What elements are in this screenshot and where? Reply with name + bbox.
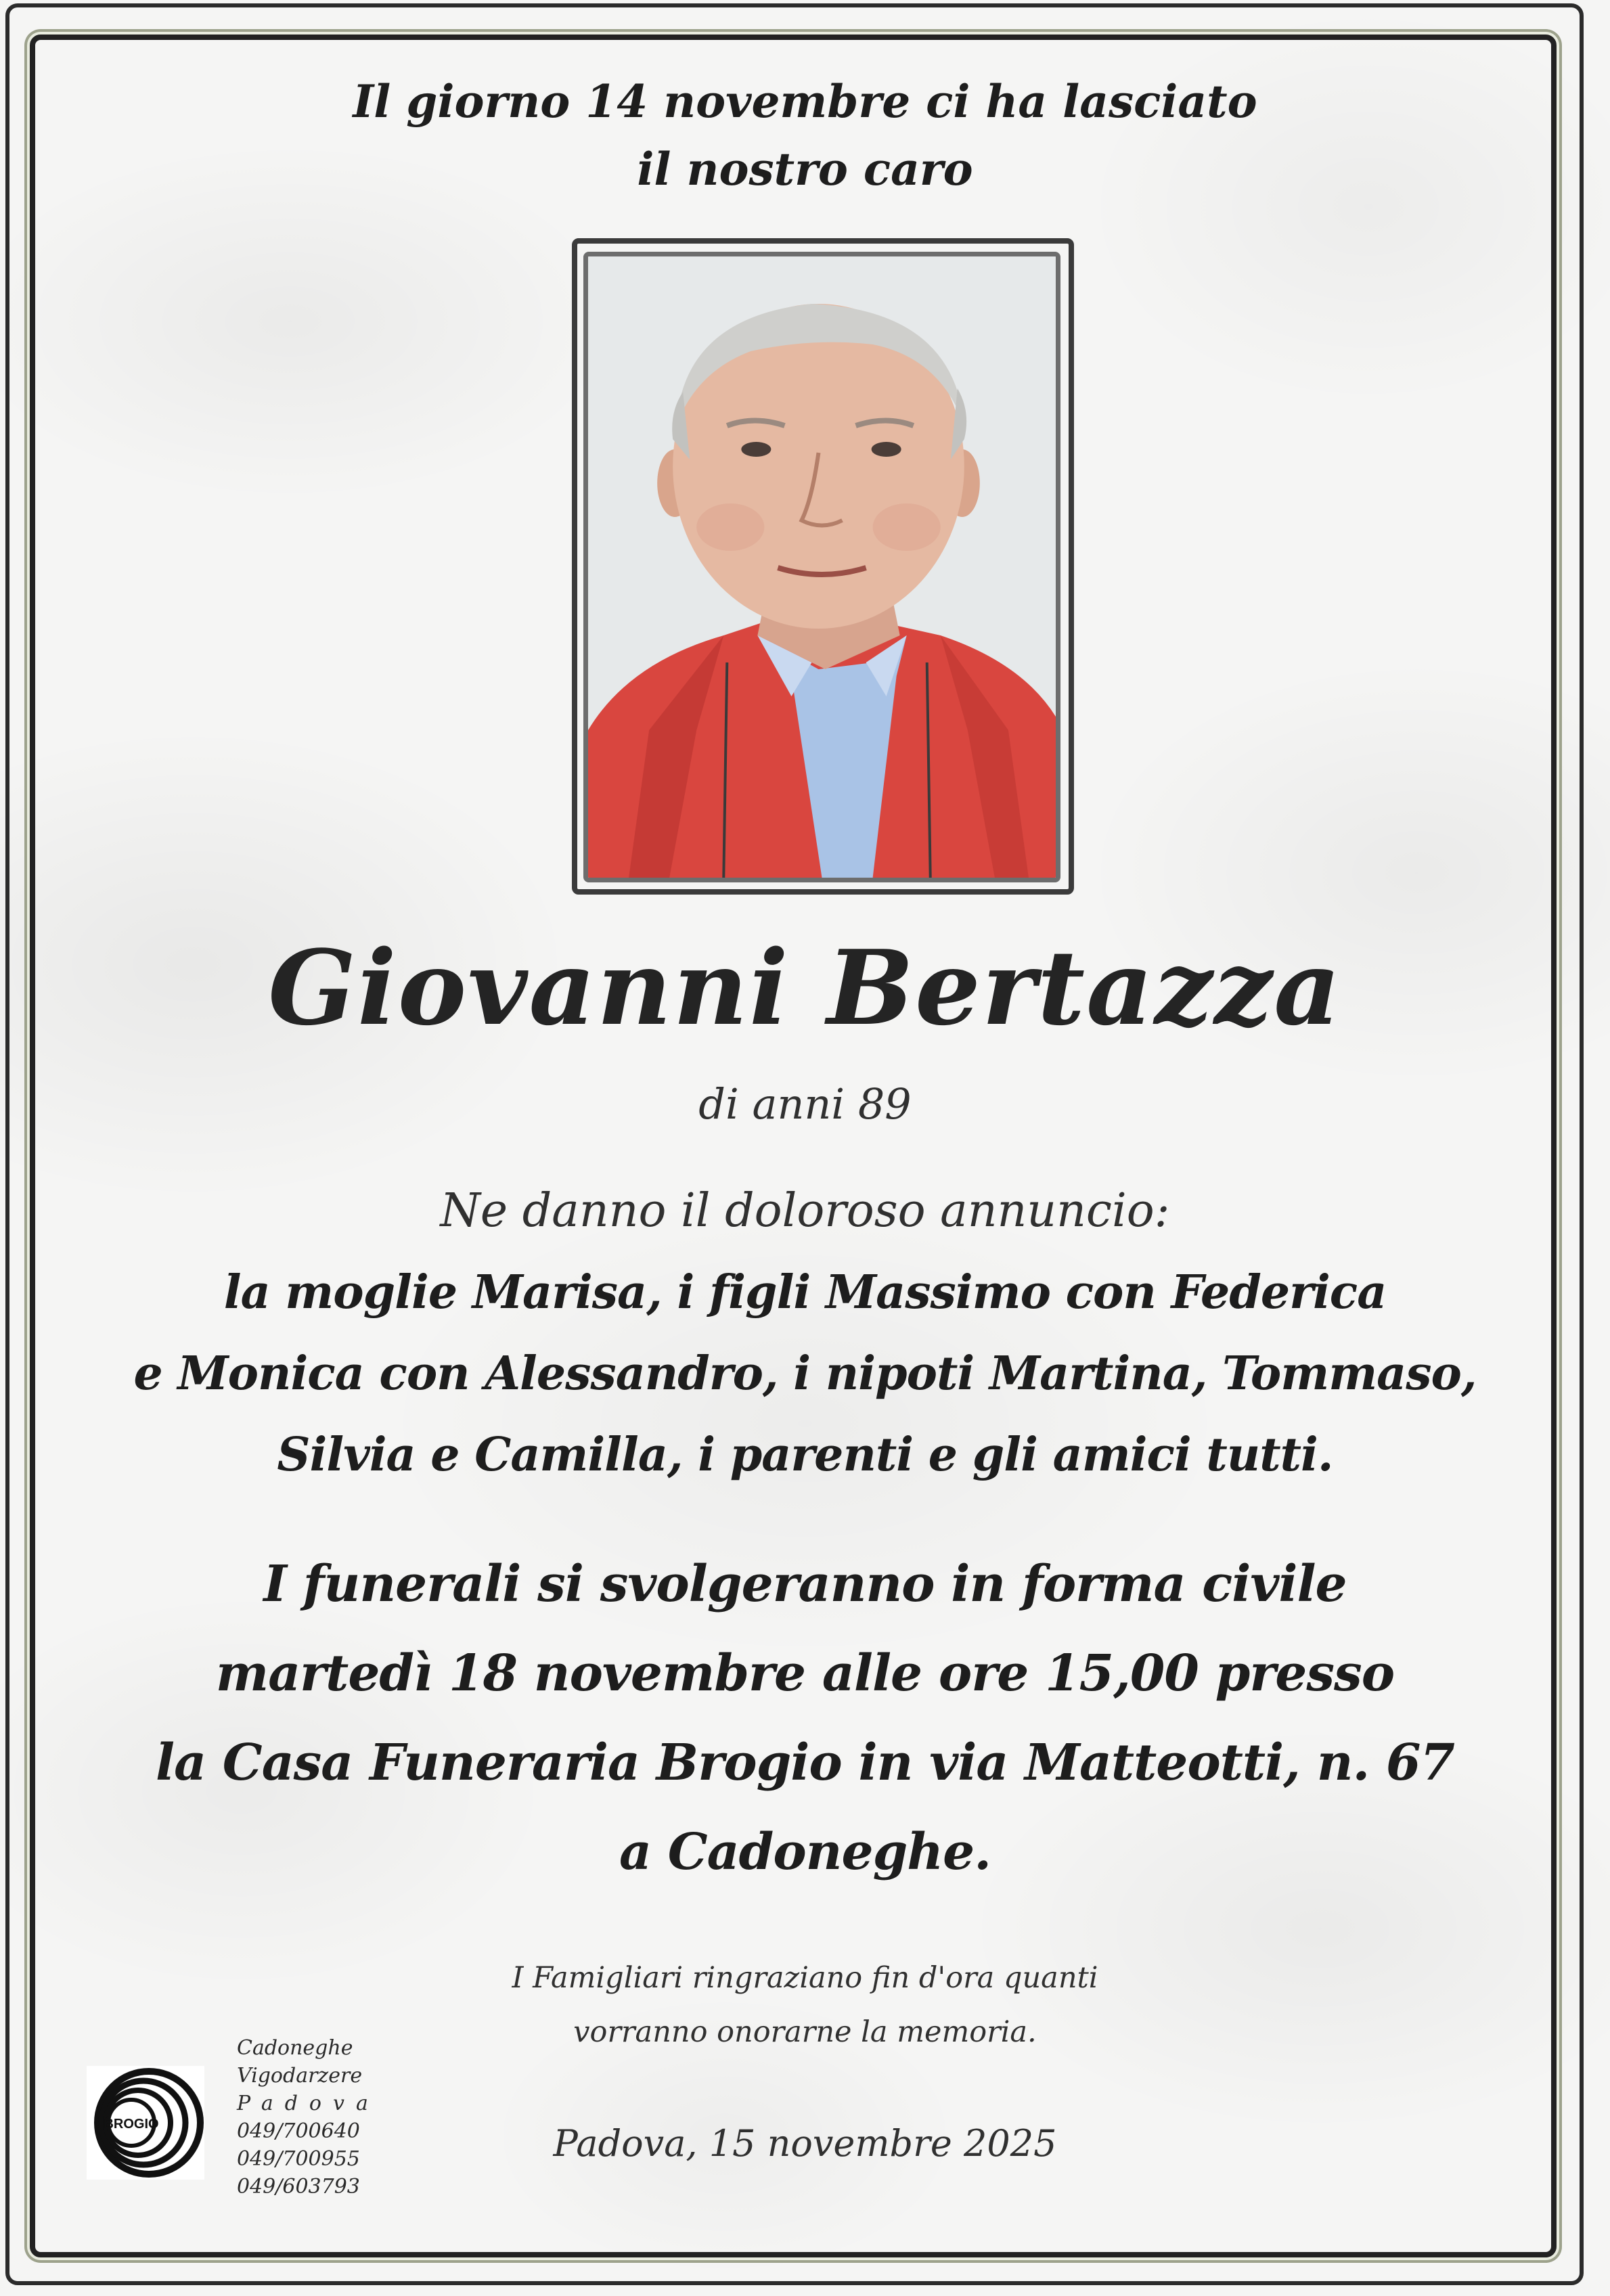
funeral-line-2: martedì 18 novembre alle ore 15,00 presso	[215, 1644, 1395, 1703]
logo-text: BROGIO	[104, 2117, 159, 2132]
phone-1: 049/700640	[237, 2119, 360, 2143]
funeral-home-contacts	[237, 2034, 413, 2201]
location-vigodarzere: Vigodarzere	[237, 2064, 363, 2088]
location-cadoneghe: Cadoneghe	[237, 2036, 353, 2060]
thanks-line-1: I Famigliari ringraziano fin d'ora quanti	[512, 1961, 1098, 1995]
location-padova: Padova	[237, 2092, 380, 2115]
funeral-line-4: a Cadoneghe.	[619, 1823, 991, 1881]
funeral-line-1: I funerali si svolgeranno in forma civile	[263, 1555, 1347, 1613]
announcement-lead: Ne danno il doloroso annuncio:	[440, 1184, 1170, 1238]
phone-2: 049/700955	[237, 2147, 360, 2171]
portrait-illustration	[588, 256, 1056, 878]
thanks-line-2: vorranno onorarne la memoria.	[573, 2015, 1037, 2049]
announcement-line-3: Silvia e Camilla, i parenti e gli amici tutti.	[277, 1428, 1333, 1482]
portrait-photo	[583, 252, 1060, 882]
intro-line-1: Il giorno 14 novembre ci ha lasciato	[353, 75, 1257, 128]
place-date: Padova, 15 novembre 2025	[553, 2122, 1057, 2165]
funeral-line-3: la Casa Funeraria Brogio in via Matteotti, n. 67	[155, 1734, 1455, 1792]
intro-line-2: il nostro caro	[637, 143, 973, 196]
deceased-name: Giovanni Bertazza	[268, 927, 1342, 1048]
announcement-line-2: e Monica con Alessandro, i nipoti Martina, Tommaso,	[133, 1347, 1477, 1401]
brogio-logo	[87, 2066, 204, 2180]
deceased-age: di anni 89	[698, 1079, 912, 1129]
announcement-line-1: la moglie Marisa, i figli Massimo con Federica	[223, 1265, 1387, 1320]
phone-3: 049/603793	[237, 2175, 360, 2199]
